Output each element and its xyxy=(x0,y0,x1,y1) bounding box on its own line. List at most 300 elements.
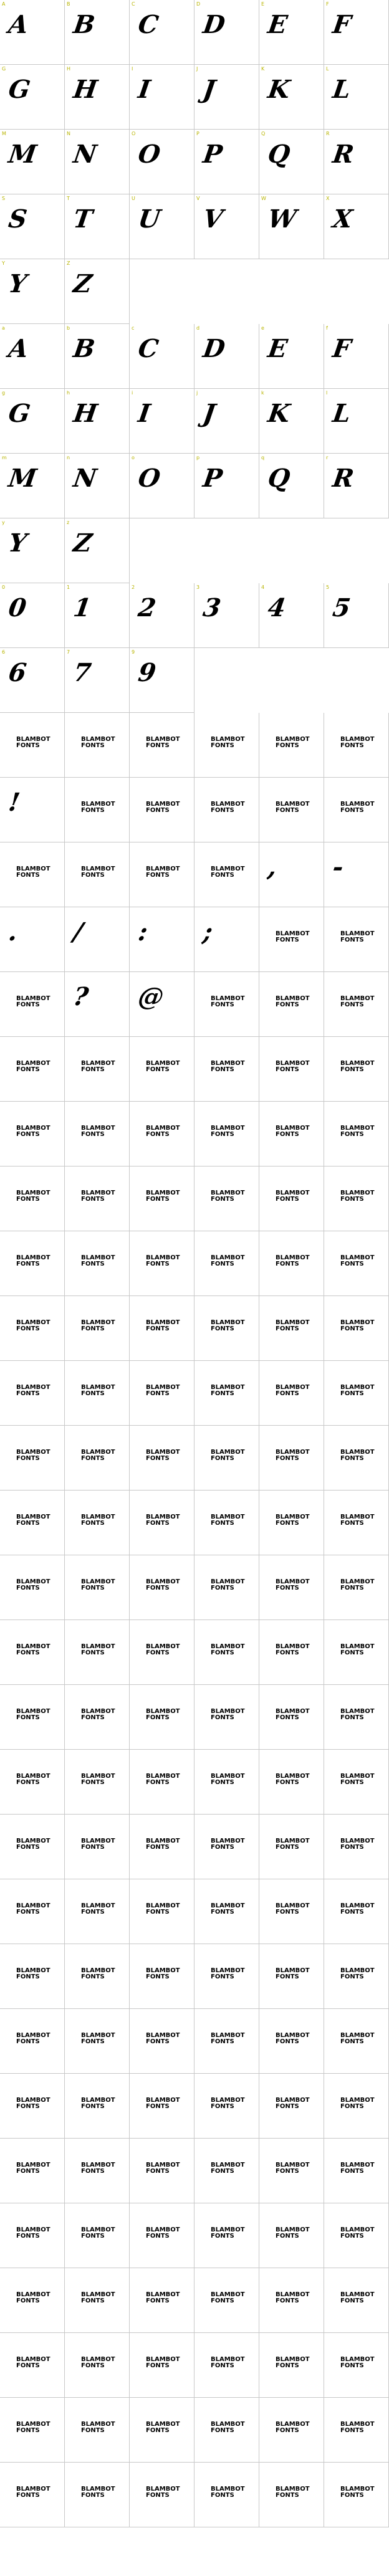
missing-glyph-placeholder: BLAMBOT FONTS xyxy=(340,1967,375,1980)
glyph-cell[interactable] xyxy=(259,1620,324,1685)
missing-glyph-placeholder: BLAMBOT FONTS xyxy=(81,1773,115,1786)
glyph-cell[interactable] xyxy=(65,1361,130,1426)
glyph-cell[interactable] xyxy=(259,1750,324,1815)
glyph-cell[interactable] xyxy=(324,1037,389,1102)
glyph-cell[interactable] xyxy=(130,1620,194,1685)
glyph-cell[interactable] xyxy=(130,1102,194,1166)
glyph-cell[interactable] xyxy=(324,2268,389,2333)
glyph-cell[interactable] xyxy=(65,130,130,194)
missing-glyph-placeholder: BLAMBOT FONTS xyxy=(81,1514,115,1527)
glyph-cell[interactable] xyxy=(130,1166,194,1231)
glyph-cell[interactable] xyxy=(0,972,65,1037)
missing-glyph-placeholder: BLAMBOT FONTS xyxy=(211,1838,245,1851)
glyph-cell[interactable] xyxy=(324,0,389,65)
glyph-cell[interactable] xyxy=(65,2074,130,2139)
glyph-cell[interactable] xyxy=(259,1815,324,1879)
glyph-cell[interactable] xyxy=(194,1166,259,1231)
glyph-code-label: 2 xyxy=(132,584,135,590)
glyph-cell[interactable] xyxy=(259,2463,324,2527)
missing-glyph-placeholder: BLAMBOT FONTS xyxy=(146,1967,180,1980)
glyph-cell[interactable] xyxy=(0,1231,65,1296)
glyph-cell[interactable] xyxy=(65,0,130,65)
missing-glyph-placeholder: BLAMBOT FONTS xyxy=(211,1708,245,1721)
glyph-cell[interactable] xyxy=(130,324,194,389)
glyph-cell[interactable] xyxy=(0,324,65,389)
glyph-cell[interactable] xyxy=(0,583,65,648)
glyph-cell[interactable] xyxy=(259,1426,324,1491)
glyph-cell[interactable] xyxy=(65,259,130,324)
glyph-cell[interactable] xyxy=(259,1166,324,1231)
missing-glyph-placeholder: BLAMBOT FONTS xyxy=(340,2356,375,2369)
glyph-preview: 4 xyxy=(266,593,287,623)
glyph-cell[interactable] xyxy=(194,1620,259,1685)
glyph-cell[interactable] xyxy=(65,389,130,454)
glyph-cell[interactable] xyxy=(194,1944,259,2009)
glyph-cell[interactable] xyxy=(0,1426,65,1491)
missing-glyph-placeholder: BLAMBOT FONTS xyxy=(276,1902,310,1915)
missing-glyph-placeholder: BLAMBOT FONTS xyxy=(81,2032,115,2045)
glyph-cell[interactable] xyxy=(194,2009,259,2074)
glyph-preview: 9 xyxy=(136,658,158,687)
glyph-cell[interactable] xyxy=(0,648,65,713)
glyph-cell[interactable] xyxy=(0,1296,65,1361)
glyph-cell[interactable] xyxy=(324,1750,389,1815)
glyph-cell[interactable] xyxy=(324,1166,389,1231)
glyph-cell[interactable] xyxy=(324,1815,389,1879)
missing-glyph-placeholder: BLAMBOT FONTS xyxy=(340,1838,375,1851)
glyph-cell[interactable] xyxy=(0,1555,65,1620)
glyph-cell[interactable] xyxy=(194,2268,259,2333)
missing-glyph-placeholder: BLAMBOT FONTS xyxy=(16,2291,50,2304)
glyph-cell[interactable] xyxy=(0,907,65,972)
glyph-cell[interactable] xyxy=(259,2139,324,2203)
missing-glyph-placeholder: BLAMBOT FONTS xyxy=(81,2421,115,2434)
glyph-cell[interactable] xyxy=(65,2463,130,2527)
glyph-cell[interactable] xyxy=(259,842,324,907)
glyph-cell[interactable] xyxy=(65,972,130,1037)
glyph-cell[interactable] xyxy=(130,648,194,713)
glyph-cell[interactable] xyxy=(0,2074,65,2139)
glyph-cell[interactable] xyxy=(324,2074,389,2139)
glyph-cell[interactable] xyxy=(324,2009,389,2074)
glyph-cell[interactable] xyxy=(130,1491,194,1555)
glyph-cell[interactable] xyxy=(324,65,389,130)
glyph-cell[interactable] xyxy=(65,1491,130,1555)
glyph-cell[interactable] xyxy=(259,2074,324,2139)
glyph-cell[interactable] xyxy=(130,2074,194,2139)
missing-glyph-placeholder: BLAMBOT FONTS xyxy=(211,866,245,879)
glyph-cell[interactable] xyxy=(130,778,194,842)
glyph-cell[interactable] xyxy=(259,2333,324,2398)
glyph-cell[interactable] xyxy=(194,1555,259,1620)
glyph-cell[interactable] xyxy=(194,2139,259,2203)
glyph-cell[interactable] xyxy=(194,842,259,907)
glyph-code-label: Y xyxy=(2,260,5,266)
glyph-cell[interactable] xyxy=(194,972,259,1037)
missing-glyph-placeholder: BLAMBOT FONTS xyxy=(16,2356,50,2369)
glyph-cell[interactable] xyxy=(259,713,324,778)
glyph-cell[interactable] xyxy=(0,1037,65,1102)
glyph-cell[interactable] xyxy=(65,2398,130,2463)
glyph-cell[interactable] xyxy=(65,1750,130,1815)
glyph-cell[interactable] xyxy=(324,1102,389,1166)
glyph-cell[interactable] xyxy=(0,259,65,324)
glyph-cell[interactable] xyxy=(0,2463,65,2527)
glyph-code-label: 7 xyxy=(67,649,70,655)
missing-glyph-placeholder: BLAMBOT FONTS xyxy=(16,1708,50,1721)
glyph-cell[interactable] xyxy=(0,1102,65,1166)
glyph-code-label: E xyxy=(261,1,265,7)
glyph-preview: Q xyxy=(266,464,292,493)
glyph-cell[interactable] xyxy=(324,2203,389,2268)
missing-glyph-placeholder: BLAMBOT FONTS xyxy=(276,1060,310,1073)
glyph-preview: J xyxy=(201,399,217,428)
glyph-cell[interactable] xyxy=(194,324,259,389)
glyph-cell[interactable] xyxy=(324,1491,389,1555)
glyph-code-label: G xyxy=(2,66,6,72)
missing-glyph-placeholder: BLAMBOT FONTS xyxy=(146,1060,180,1073)
glyph-cell[interactable] xyxy=(194,2333,259,2398)
glyph-cell[interactable] xyxy=(65,1296,130,1361)
missing-glyph-placeholder: BLAMBOT FONTS xyxy=(146,1708,180,1721)
glyph-cell[interactable] xyxy=(0,1166,65,1231)
glyph-cell[interactable] xyxy=(130,1944,194,2009)
glyph-preview: I xyxy=(136,75,152,104)
glyph-code-label: Q xyxy=(261,131,266,136)
glyph-cell[interactable] xyxy=(0,2268,65,2333)
glyph-cell[interactable] xyxy=(259,907,324,972)
glyph-preview: 1 xyxy=(71,593,93,623)
glyph-cell[interactable] xyxy=(324,1879,389,1944)
missing-glyph-placeholder: BLAMBOT FONTS xyxy=(340,2032,375,2045)
glyph-cell[interactable] xyxy=(0,2398,65,2463)
glyph-cell[interactable] xyxy=(65,2268,130,2333)
glyph-preview: S xyxy=(6,204,29,234)
glyph-cell[interactable] xyxy=(65,1166,130,1231)
glyph-cell[interactable] xyxy=(194,1296,259,1361)
missing-glyph-placeholder: BLAMBOT FONTS xyxy=(340,1449,375,1462)
glyph-cell[interactable] xyxy=(324,1555,389,1620)
glyph-cell[interactable] xyxy=(65,713,130,778)
missing-glyph-placeholder: BLAMBOT FONTS xyxy=(146,2291,180,2304)
glyph-preview: I xyxy=(136,399,152,428)
glyph-preview: T xyxy=(71,204,94,234)
missing-glyph-placeholder: BLAMBOT FONTS xyxy=(340,1190,375,1203)
glyph-cell[interactable] xyxy=(194,65,259,130)
glyph-cell[interactable] xyxy=(0,1685,65,1750)
missing-glyph-placeholder: BLAMBOT FONTS xyxy=(276,2032,310,2045)
glyph-cell[interactable] xyxy=(194,1361,259,1426)
glyph-cell[interactable] xyxy=(259,1361,324,1426)
missing-glyph-placeholder: BLAMBOT FONTS xyxy=(340,2226,375,2240)
glyph-cell[interactable] xyxy=(65,1620,130,1685)
missing-glyph-placeholder: BLAMBOT FONTS xyxy=(146,2032,180,2045)
missing-glyph-placeholder: BLAMBOT FONTS xyxy=(340,801,375,814)
glyph-cell[interactable] xyxy=(259,1037,324,1102)
glyph-cell[interactable] xyxy=(130,454,194,518)
glyph-cell[interactable] xyxy=(259,778,324,842)
glyph-code-label: W xyxy=(261,196,266,201)
glyph-cell[interactable] xyxy=(130,130,194,194)
glyph-cell[interactable] xyxy=(194,1491,259,1555)
glyph-cell[interactable] xyxy=(130,1879,194,1944)
glyph-preview: Z xyxy=(71,528,94,558)
glyph-cell[interactable] xyxy=(259,972,324,1037)
glyph-preview: @ xyxy=(136,982,165,1011)
glyph-cell[interactable] xyxy=(259,1296,324,1361)
glyph-cell[interactable] xyxy=(65,1879,130,1944)
glyph-cell[interactable] xyxy=(65,648,130,713)
glyph-cell[interactable] xyxy=(259,2398,324,2463)
glyph-cell[interactable] xyxy=(65,2139,130,2203)
glyph-cell[interactable] xyxy=(194,1750,259,1815)
glyph-cell[interactable] xyxy=(65,778,130,842)
missing-glyph-placeholder: BLAMBOT FONTS xyxy=(16,866,50,879)
glyph-cell[interactable] xyxy=(324,1231,389,1296)
glyph-cell[interactable] xyxy=(130,1426,194,1491)
glyph-cell[interactable] xyxy=(194,2463,259,2527)
glyph-cell[interactable] xyxy=(194,713,259,778)
glyph-cell[interactable] xyxy=(0,1491,65,1555)
glyph-cell[interactable] xyxy=(194,778,259,842)
glyph-cell[interactable] xyxy=(259,0,324,65)
glyph-cell[interactable] xyxy=(0,713,65,778)
glyph-cell[interactable] xyxy=(194,583,259,648)
glyph-cell[interactable] xyxy=(0,454,65,518)
glyph-cell[interactable] xyxy=(130,1231,194,1296)
glyph-cell[interactable] xyxy=(130,194,194,259)
glyph-cell[interactable] xyxy=(194,2203,259,2268)
missing-glyph-placeholder: BLAMBOT FONTS xyxy=(340,2291,375,2304)
glyph-cell[interactable] xyxy=(130,713,194,778)
glyph-preview: , xyxy=(266,852,279,882)
glyph-cell[interactable] xyxy=(0,1879,65,1944)
glyph-cell[interactable] xyxy=(130,1685,194,1750)
glyph-cell[interactable] xyxy=(194,1685,259,1750)
glyph-cell[interactable] xyxy=(259,2268,324,2333)
glyph-preview: K xyxy=(266,75,292,104)
glyph-cell[interactable] xyxy=(324,1361,389,1426)
missing-glyph-placeholder: BLAMBOT FONTS xyxy=(211,2226,245,2240)
glyph-cell[interactable] xyxy=(65,1685,130,1750)
glyph-cell[interactable] xyxy=(259,1231,324,1296)
glyph-cell[interactable] xyxy=(194,1102,259,1166)
glyph-cell[interactable] xyxy=(259,2009,324,2074)
glyph-cell[interactable] xyxy=(324,389,389,454)
glyph-cell[interactable] xyxy=(130,1037,194,1102)
glyph-cell[interactable] xyxy=(324,713,389,778)
glyph-preview: R xyxy=(330,464,355,493)
glyph-cell[interactable] xyxy=(130,389,194,454)
glyph-cell[interactable] xyxy=(130,2139,194,2203)
glyph-code-label: Z xyxy=(67,260,70,266)
glyph-cell[interactable] xyxy=(259,583,324,648)
glyph-cell[interactable] xyxy=(65,194,130,259)
glyph-cell[interactable] xyxy=(0,1944,65,2009)
glyph-cell[interactable] xyxy=(65,583,130,648)
glyph-cell[interactable] xyxy=(259,1555,324,1620)
glyph-cell[interactable] xyxy=(65,324,130,389)
glyph-cell[interactable] xyxy=(0,2203,65,2268)
missing-glyph-placeholder: BLAMBOT FONTS xyxy=(276,2226,310,2240)
glyph-cell[interactable] xyxy=(130,2268,194,2333)
glyph-cell[interactable] xyxy=(130,1361,194,1426)
glyph-cell[interactable] xyxy=(194,1037,259,1102)
glyph-cell[interactable] xyxy=(259,65,324,130)
glyph-cell[interactable] xyxy=(0,130,65,194)
glyph-cell[interactable] xyxy=(65,1815,130,1879)
glyph-cell[interactable] xyxy=(130,1555,194,1620)
glyph-cell[interactable] xyxy=(194,194,259,259)
glyph-cell[interactable] xyxy=(194,130,259,194)
glyph-cell[interactable] xyxy=(259,1879,324,1944)
missing-glyph-placeholder: BLAMBOT FONTS xyxy=(146,1838,180,1851)
glyph-cell[interactable] xyxy=(194,0,259,65)
glyph-cell[interactable] xyxy=(194,454,259,518)
glyph-cell[interactable] xyxy=(194,1231,259,1296)
glyph-cell[interactable] xyxy=(130,1750,194,1815)
glyph-cell[interactable] xyxy=(0,389,65,454)
glyph-cell[interactable] xyxy=(324,907,389,972)
glyph-cell[interactable] xyxy=(130,0,194,65)
glyph-cell[interactable] xyxy=(130,2203,194,2268)
glyph-cell[interactable] xyxy=(259,1491,324,1555)
glyph-cell[interactable] xyxy=(130,907,194,972)
glyph-cell[interactable] xyxy=(130,1815,194,1879)
glyph-preview: O xyxy=(136,140,162,169)
glyph-cell[interactable] xyxy=(324,1944,389,2009)
glyph-cell[interactable] xyxy=(324,583,389,648)
glyph-cell[interactable] xyxy=(65,2009,130,2074)
glyph-cell[interactable] xyxy=(324,1685,389,1750)
glyph-cell[interactable] xyxy=(324,1296,389,1361)
glyph-cell[interactable] xyxy=(65,2203,130,2268)
missing-glyph-placeholder: BLAMBOT FONTS xyxy=(340,1384,375,1397)
glyph-cell[interactable] xyxy=(0,2009,65,2074)
glyph-cell[interactable] xyxy=(194,1426,259,1491)
glyph-preview: M xyxy=(6,464,38,493)
glyph-cell[interactable] xyxy=(324,2463,389,2527)
glyph-cell[interactable] xyxy=(259,194,324,259)
glyph-cell[interactable] xyxy=(65,65,130,130)
glyph-cell[interactable] xyxy=(130,972,194,1037)
glyph-preview: ? xyxy=(71,982,90,1011)
glyph-cell[interactable] xyxy=(65,1555,130,1620)
glyph-cell[interactable] xyxy=(65,518,130,583)
glyph-cell[interactable] xyxy=(324,454,389,518)
glyph-cell[interactable] xyxy=(324,972,389,1037)
glyph-cell[interactable] xyxy=(65,842,130,907)
glyph-cell[interactable] xyxy=(0,1815,65,1879)
glyph-cell[interactable] xyxy=(65,1231,130,1296)
glyph-cell[interactable] xyxy=(0,518,65,583)
glyph-cell[interactable] xyxy=(0,2139,65,2203)
glyph-cell[interactable] xyxy=(0,842,65,907)
glyph-cell[interactable] xyxy=(0,778,65,842)
glyph-cell[interactable] xyxy=(0,194,65,259)
glyph-cell[interactable] xyxy=(259,324,324,389)
glyph-preview: U xyxy=(136,204,162,234)
glyph-cell[interactable] xyxy=(194,389,259,454)
missing-glyph-placeholder: BLAMBOT FONTS xyxy=(340,736,375,749)
glyph-cell[interactable] xyxy=(194,1815,259,1879)
glyph-cell[interactable] xyxy=(194,907,259,972)
glyph-cell[interactable] xyxy=(130,583,194,648)
glyph-cell[interactable] xyxy=(0,2333,65,2398)
glyph-cell[interactable] xyxy=(194,2398,259,2463)
glyph-code-label: K xyxy=(261,66,265,72)
glyph-cell[interactable] xyxy=(324,842,389,907)
glyph-cell[interactable] xyxy=(259,1685,324,1750)
glyph-cell[interactable] xyxy=(324,2398,389,2463)
glyph-cell[interactable] xyxy=(65,907,130,972)
glyph-cell[interactable] xyxy=(259,130,324,194)
glyph-cell[interactable] xyxy=(130,2333,194,2398)
missing-glyph-placeholder: BLAMBOT FONTS xyxy=(276,736,310,749)
glyph-cell[interactable] xyxy=(0,1361,65,1426)
glyph-cell[interactable] xyxy=(259,1944,324,2009)
glyph-preview: X xyxy=(330,204,354,234)
missing-glyph-placeholder: BLAMBOT FONTS xyxy=(340,1773,375,1786)
glyph-preview: 7 xyxy=(71,658,93,687)
glyph-cell[interactable] xyxy=(130,2463,194,2527)
glyph-code-label: k xyxy=(261,390,264,396)
missing-glyph-placeholder: BLAMBOT FONTS xyxy=(146,1578,180,1591)
glyph-cell[interactable] xyxy=(259,1102,324,1166)
missing-glyph-placeholder: BLAMBOT FONTS xyxy=(340,995,375,1008)
glyph-cell[interactable] xyxy=(65,1944,130,2009)
glyph-cell[interactable] xyxy=(65,1037,130,1102)
glyph-preview: K xyxy=(266,399,292,428)
glyph-cell[interactable] xyxy=(324,778,389,842)
glyph-cell[interactable] xyxy=(65,2333,130,2398)
glyph-cell[interactable] xyxy=(324,2333,389,2398)
glyph-cell[interactable] xyxy=(194,1879,259,1944)
glyph-preview: D xyxy=(201,10,227,39)
missing-glyph-placeholder: BLAMBOT FONTS xyxy=(16,1319,50,1332)
missing-glyph-placeholder: BLAMBOT FONTS xyxy=(81,2486,115,2499)
glyph-cell[interactable] xyxy=(65,1102,130,1166)
glyph-code-label: b xyxy=(67,325,70,331)
glyph-cell[interactable] xyxy=(65,1426,130,1491)
missing-glyph-placeholder: BLAMBOT FONTS xyxy=(16,2032,50,2045)
missing-glyph-placeholder: BLAMBOT FONTS xyxy=(211,1643,245,1656)
glyph-cell[interactable] xyxy=(324,2139,389,2203)
glyph-cell[interactable] xyxy=(0,0,65,65)
glyph-cell[interactable] xyxy=(324,1426,389,1491)
glyph-cell[interactable] xyxy=(324,1620,389,1685)
glyph-code-label: h xyxy=(67,390,70,396)
glyph-cell[interactable] xyxy=(0,65,65,130)
glyph-cell[interactable] xyxy=(259,454,324,518)
glyph-cell[interactable] xyxy=(324,324,389,389)
glyph-cell[interactable] xyxy=(130,2009,194,2074)
glyph-cell[interactable] xyxy=(130,842,194,907)
glyph-cell[interactable] xyxy=(324,194,389,259)
glyph-cell[interactable] xyxy=(130,1296,194,1361)
glyph-cell[interactable] xyxy=(65,454,130,518)
glyph-cell[interactable] xyxy=(130,2398,194,2463)
glyph-cell[interactable] xyxy=(259,389,324,454)
glyph-cell[interactable] xyxy=(0,1620,65,1685)
glyph-cell[interactable] xyxy=(324,130,389,194)
missing-glyph-placeholder: BLAMBOT FONTS xyxy=(146,1902,180,1915)
glyph-cell[interactable] xyxy=(130,65,194,130)
glyph-code-label: 5 xyxy=(326,584,330,590)
glyph-cell[interactable] xyxy=(0,1750,65,1815)
glyph-cell[interactable] xyxy=(259,2203,324,2268)
glyph-cell[interactable] xyxy=(194,2074,259,2139)
